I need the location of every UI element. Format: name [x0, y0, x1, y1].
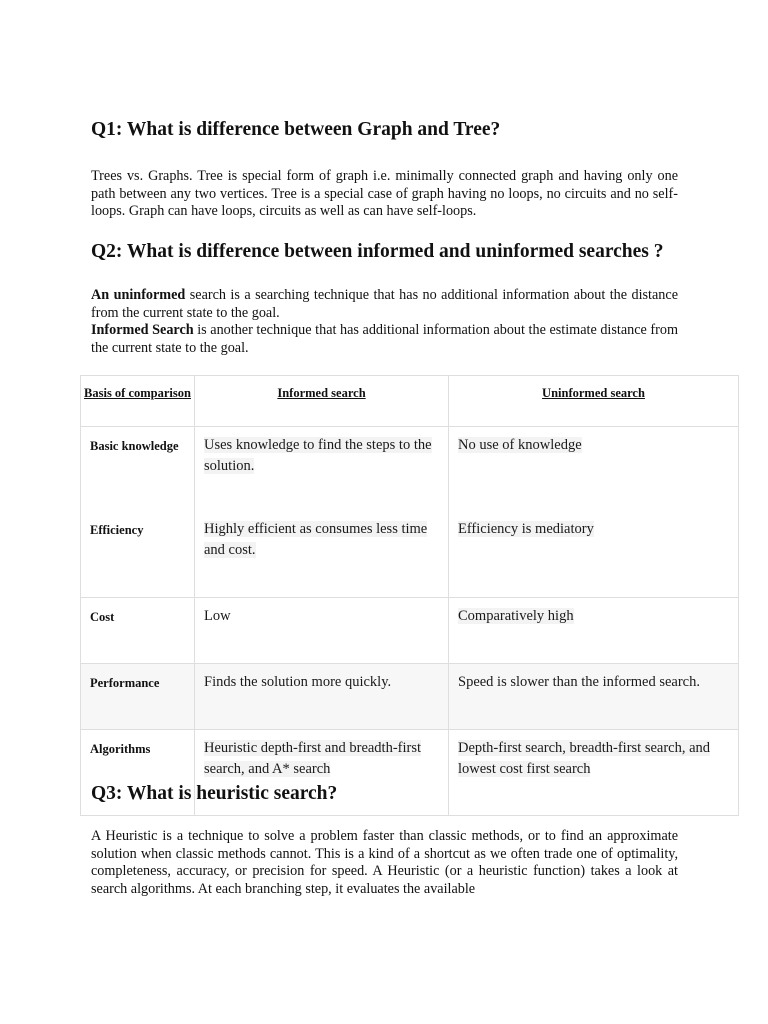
- cell-text: Low: [204, 608, 231, 624]
- row-label-efficiency: Efficiency: [81, 511, 195, 598]
- header-uninformed: Uninformed search: [449, 376, 739, 427]
- table-row: [81, 427, 739, 512]
- cell-text: Efficiency is mediatory: [458, 521, 594, 537]
- comparison-table: [80, 375, 739, 816]
- cell-text: Depth-first search, breadth-first search, and lowest cost first search: [458, 740, 711, 777]
- cell-text: Finds the solution more quickly.: [204, 674, 392, 690]
- table-header-row: [81, 376, 739, 427]
- cell-text: No use of knowledge: [458, 437, 582, 453]
- row-label-performance: Performance: [81, 664, 195, 730]
- cell-informed-cost: [195, 598, 449, 664]
- q2-uninformed-term: An uninformed: [91, 287, 186, 303]
- cell-text: Heuristic depth-first and breadth-first search, and A* search: [204, 740, 422, 777]
- cell-text: Uses knowledge to find the steps to the solution.: [204, 437, 432, 474]
- cell-informed-performance: [195, 664, 449, 730]
- q3-heading: Q3: What is heuristic search?: [91, 783, 338, 804]
- q2-uninformed-definition: search is a searching technique that has no additional information about the distance from the current state to the goal.: [91, 287, 678, 321]
- cell-uninformed-efficiency: [449, 511, 739, 598]
- cell-informed-basic-knowledge: [195, 427, 449, 512]
- header-basis: Basis of comparison: [81, 376, 195, 427]
- row-label-basic-knowledge: Basic knowledge: [81, 427, 195, 512]
- cell-text: Speed is slower than the informed search.: [458, 674, 700, 690]
- q2-informed-paragraph: [91, 322, 678, 357]
- row-label-cost: Cost: [81, 598, 195, 664]
- q1-heading: Q1: What is difference between Graph and Tree?: [91, 119, 501, 140]
- table-row: [81, 598, 739, 664]
- cell-uninformed-performance: [449, 664, 739, 730]
- q1-answer-paragraph: Trees vs. Graphs. Tree is special form of graph i.e. minimally connected graph and having only one path between any two vertices. Tree is a special case of graph having no loops, no circuits and no self-loops. Graph can have loops, circuits as well as can have self-loops.: [91, 168, 678, 219]
- cell-text: Comparatively high: [458, 608, 574, 624]
- q2-heading: Q2: What is difference between informed and uninformed searches ?: [91, 241, 664, 262]
- table-row: [81, 664, 739, 730]
- cell-uninformed-cost: [449, 598, 739, 664]
- cell-informed-efficiency: [195, 511, 449, 598]
- q2-uninformed-paragraph: [91, 287, 678, 322]
- cell-uninformed-basic-knowledge: [449, 427, 739, 512]
- table-row: [81, 511, 739, 598]
- q3-answer-paragraph: A Heuristic is a technique to solve a problem faster than classic methods, or to find an approximate solution when classic methods cannot. This is a kind of a shortcut as we often trade one of optimality, completeness, accuracy, or precision for speed. A Heuristic (or a heuristic function) takes a look at search algorithms. At each branching step, it evaluates the available: [91, 828, 678, 897]
- header-informed: Informed search: [195, 376, 449, 427]
- q2-informed-definition: is another technique that has additional information about the estimate distance from the current state to the goal.: [91, 322, 678, 356]
- cell-text: Highly efficient as consumes less time and cost.: [204, 521, 428, 558]
- q2-informed-term: Informed Search: [91, 322, 194, 338]
- row-label-algorithms: Algorithms: [81, 730, 195, 816]
